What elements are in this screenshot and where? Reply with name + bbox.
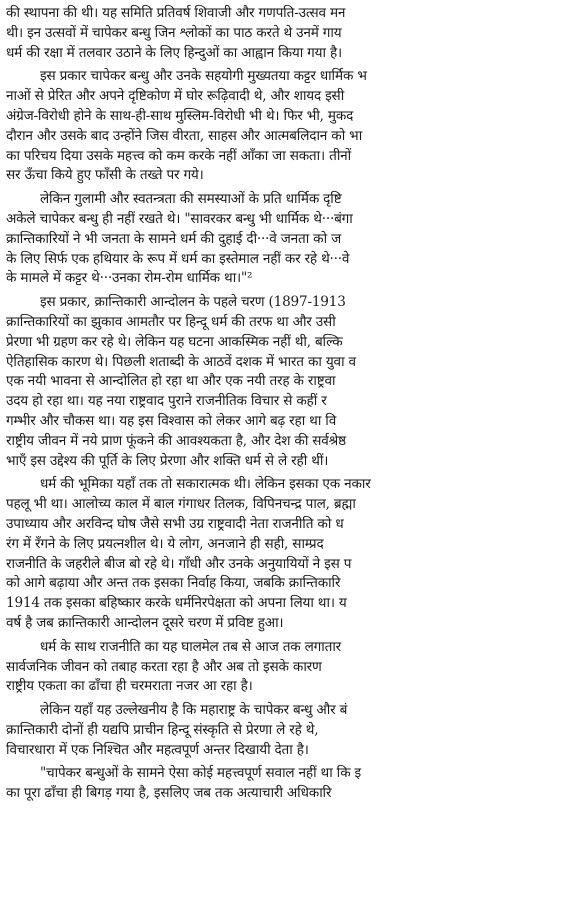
text-line: लेकिन गुलामी और स्वतन्त्रता की समस्याओं के प्रति धार्मिक दृष्टि xyxy=(40,191,342,208)
text-line: राजनीति के जहरीले बीज बो रहे थे। गाँधी और उनके अनुयायियों ने इस प xyxy=(6,555,352,572)
text-line: विचारधारा में एक निश्चित और महत्वपूर्ण अन्तर दिखायी देता है। xyxy=(6,741,309,758)
text-line: का पूरा ढाँचा ही बिगड़ गया है, इसलिए जब तक अत्याचारी अधिकारि xyxy=(6,785,332,802)
text-line: उदय हो रहा था। यह नया राष्ट्रवाद पुराने राजनीतिक विचार से कहीं र xyxy=(6,393,327,410)
text-line: वर्ष है जब क्रान्तिकारी आन्दोलन दूसरे चरण में प्रविष्ट हुआ। xyxy=(6,614,284,631)
text-line: लेकिन यहाँ यह उल्लेखनीय है कि महाराष्ट्र के चापेकर बन्धु और बं xyxy=(40,702,348,719)
text-line: भाएँ इस उद्देश्य की पूर्ति के लिए प्रेरणा और शक्ति धर्म से ले रही थीं। xyxy=(6,452,329,469)
text-line: ऐतिहासिक कारण थे। पिछली शताब्दी के आठवें दशक में भारत का युवा व xyxy=(6,353,356,370)
text-line: उपाध्याय और अरविन्द घोष जैसे सभी उग्र राष्ट्रवादी नेता राजनीति को ध xyxy=(6,515,344,532)
text-line: "चापेकर बन्धुओं के सामने ऐसा कोई महत्त्वपूर्ण सवाल नहीं था कि इ xyxy=(40,765,362,782)
text-line: पहलू भी था। आलोच्य काल में बाल गंगाधर तिलक, विपिनचन्द्र पाल, ब्रह्मा xyxy=(6,496,356,513)
text-line: धर्म की भूमिका यहाँ तक तो सकारात्मक थी। लेकिन इसका एक नकार xyxy=(40,476,371,493)
text-line: दौरान और उसके बाद उन्होंने जिस वीरता, साहस और आत्मबलिदान को भा xyxy=(6,127,363,144)
text-line: की स्थापना की थी। यह समिति प्रतिवर्ष शिवाजी और गणपति-उत्सव मन xyxy=(6,5,346,21)
text-line: गम्भीर और चौकस था। यह इस विश्वास को लेकर आगे बढ़ रहा था वि xyxy=(6,412,337,429)
text-line: राष्ट्रीय एकता का ढाँचा ही चरमराता नजर आ रहा है। xyxy=(6,678,253,695)
text-line: के मामले में कट्टर थे···उनका रोम-रोम धार्मिक था।"² xyxy=(6,270,253,287)
text-line: अंग्रेज-विरोधी होने के साथ-ही-साथ मुस्लिम-विरोधी भी थे। फिर भी, मुकद xyxy=(6,107,354,124)
text-line: रंग में रँगने के लिए प्रयत्नशील थे। ये लोग, अनजाने ही सही, साम्प्रद xyxy=(6,535,324,552)
text-line: प्रेरणा भी ग्रहण कर रहे थे। लेकिन यह घटना आकस्मिक नहीं थी, बल्कि xyxy=(6,333,343,350)
text-line: सार्वजनिक जीवन को तबाह करता रहा है और अब तो इसके कारण xyxy=(6,658,322,675)
text-line: क्रान्तिकारी दोनों ही यद्यपि प्राचीन हिन्दू संस्कृति से प्रेरणा ले रहे थे, xyxy=(6,721,319,738)
body-text xyxy=(6,4,585,804)
text-line: अकेले चापेकर बन्धु ही नहीं रखते थे। "सावरकर बन्धु भी धार्मिक थे···बंगा xyxy=(6,210,353,227)
text-line: थी। इन उत्सवों में चापेकर बन्धु जिन श्लोकों का पाठ करते थे उनमें गाय xyxy=(6,24,342,41)
text-line: राष्ट्रीय जीवन में नये प्राण फूंकने की आवश्यकता है, और देश की सर्वश्रेष्ठ xyxy=(6,432,346,449)
text-line: 1914 तक इसका बहिष्कार करके धर्मनिरपेक्षता को अपना लिया था। य xyxy=(6,595,347,612)
text-line: इस प्रकार, क्रान्तिकारी आन्दोलन के पहले चरण (1897-1913 xyxy=(40,294,346,311)
text-line: को आगे बढ़ाया और अन्त तक इसका निर्वाह किया, जबकि क्रान्तिकारि xyxy=(6,575,341,592)
text-line: क्रान्तिकारियों का झुकाव आमतौर पर हिन्दू धर्म की तरफ था और उसी xyxy=(6,313,336,330)
text-line: धर्म की रक्षा में तलवार उठाने के लिए हिन्दुओं का आह्वान किया गया है। xyxy=(6,44,342,61)
text-line: क्रान्तिकारियों ने भी जनता के सामने धर्म की दुहाई दी···वे जनता को ज xyxy=(6,230,341,247)
text-line: के लिए सिर्फ एक हथियार के रूप में धर्म का इस्तेमाल नहीं कर रहे थे···वे xyxy=(6,250,350,267)
text-line: नाओं से प्रेरित और अपने दृष्टिकोण में घोर रूढ़िवादी थे, और शायद इसी xyxy=(6,88,345,105)
text-line: धर्म के साथ राजनीति का यह घालमेल तब से आज तक लगातार xyxy=(40,638,342,655)
text-line: सर ऊँचा किये हुए फाँसी के तख्ते पर गये। xyxy=(6,167,204,184)
text-line: का परिचय दिया उसके महत्त्व को कम करके नहीं आँका जा सकता। तीनों xyxy=(6,147,352,164)
text-line: एक नयी भावना से आन्दोलित हो रहा था और एक नयी तरह के राष्ट्रवा xyxy=(6,373,336,390)
text-line: इस प्रकार चापेकर बन्धु और उनके सहयोगी मुख्यतया कट्टर धार्मिक भ xyxy=(40,68,367,85)
